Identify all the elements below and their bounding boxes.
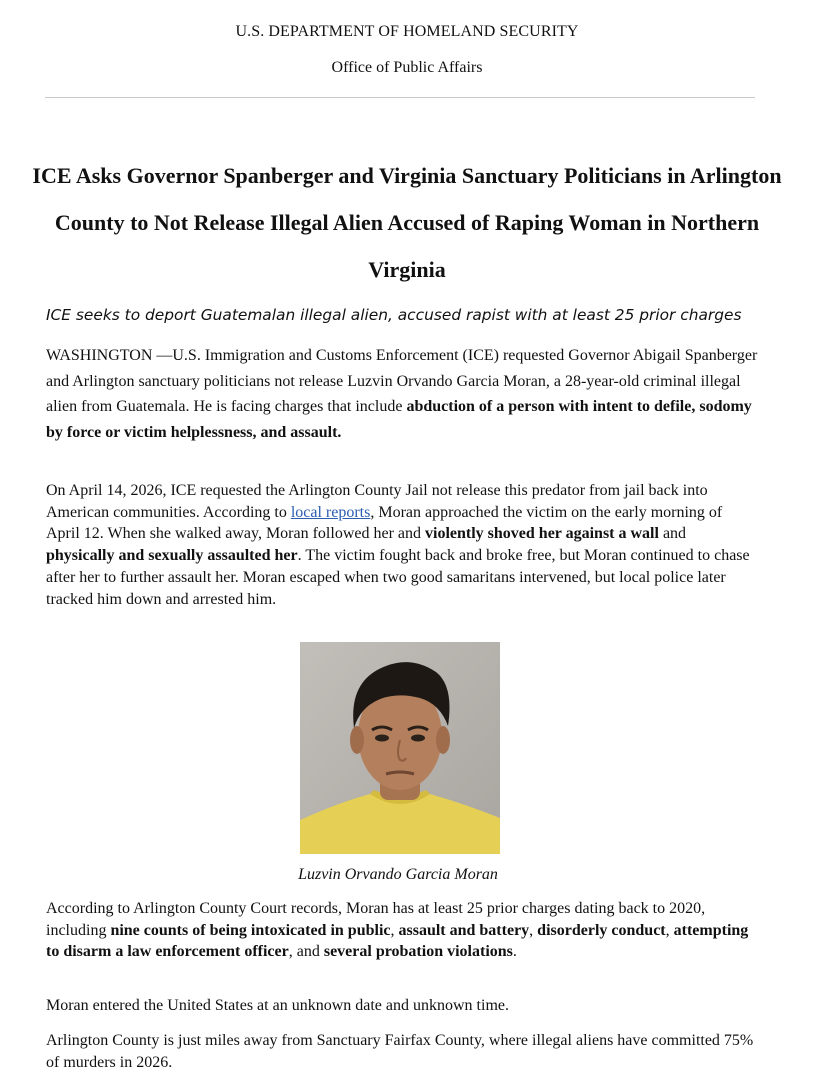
charge-emphasis: assault and battery <box>398 921 530 939</box>
paragraph-text: WASHINGTON —U.S. Immigration and Customs Enforcement (ICE) requested Governor Abigail Spanberger and Arlington sanctuary politicians not release Luzvin Orvando Garcia Moran, a 28-year-old criminal illegal alien from Guatemala. He is facing charges that include <box>46 347 758 416</box>
paragraph-text: and <box>658 525 687 543</box>
article-title: ICE Asks Governor Spanberger and Virginia Sanctuary Politicians in Arlington County to Not Release Illegal Alien Accused of Raping Woman in Northern Virginia <box>32 163 782 282</box>
incident-emphasis: physically and sexually assaulted her <box>46 547 298 565</box>
paragraph-text: According to Arlington County Court records, Moran has at least 25 prior charges dating back to 2020, including <box>46 900 706 939</box>
agency-name: U.S. DEPARTMENT OF HOMELAND SECURITY <box>235 23 579 40</box>
mugshot-photo <box>300 642 500 854</box>
paragraph-text: On April 14, 2026, ICE requested the Arlington County Jail not release this predator from jail back into American communities. According to <box>46 482 708 521</box>
office-name: Office of Public Affairs <box>331 59 483 76</box>
charge-emphasis: disorderly conduct <box>537 921 666 939</box>
paragraph-entry: Moran entered the United States at an unknown date and unknown time. <box>46 997 509 1014</box>
paragraph-text: , <box>390 921 399 939</box>
mugshot-illustration <box>300 642 500 854</box>
paragraph-incident <box>46 480 758 610</box>
photo-caption: Luzvin Orvando Garcia Moran <box>298 866 498 883</box>
charge-emphasis: nine counts of being intoxicated in public <box>110 921 391 939</box>
paragraph-text: , Moran approached the victim on the early morning of April 12. When she walked away, Moran followed her and <box>46 503 723 543</box>
charge-emphasis: attempting to disarm a law enforcement officer <box>46 921 749 961</box>
paragraph-text: , <box>529 921 538 939</box>
paragraph-fairfax: Arlington County is just miles away from Sanctuary Fairfax County, where illegal aliens have committed 75% of murders in 2026. <box>46 1032 754 1071</box>
local-reports-link[interactable]: local reports <box>290 503 371 521</box>
header <box>0 0 814 79</box>
paragraph-text: . The victim fought back and broke free, but Moran continued to chase after her to further assault her. Moran escaped when two good samaritans intervened, but local police later tracked him down and arrested him. <box>46 547 750 608</box>
article-subtitle: ICE seeks to deport Guatemalan illegal alien, accused rapist with at least 25 prior charges <box>46 306 742 324</box>
header-divider <box>45 97 755 98</box>
paragraph-text: , <box>665 921 674 939</box>
charge-emphasis: several probation violations <box>323 943 513 961</box>
paragraph-intro <box>46 343 758 445</box>
incident-emphasis: violently shoved her against a wall <box>425 525 659 543</box>
charges-emphasis: abduction of a person with intent to defile, sodomy by force or victim helplessness, and assault. <box>46 398 752 441</box>
paragraph-text: . <box>512 943 517 961</box>
paragraph-court-records <box>46 898 758 963</box>
paragraph-text: , and <box>288 943 324 961</box>
